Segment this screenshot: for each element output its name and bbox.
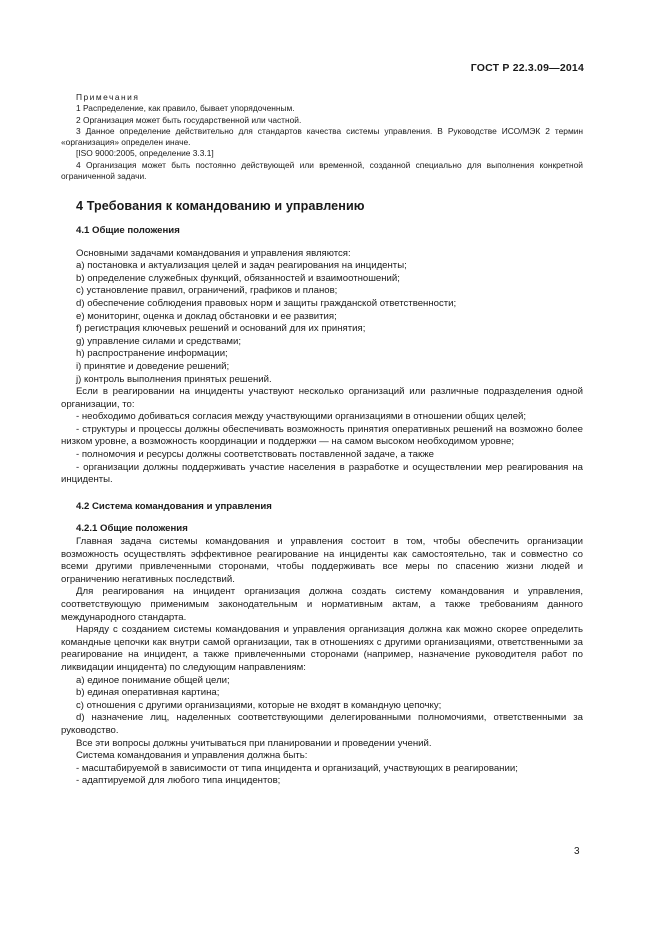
list-item: d) обеспечение соблюдения правовых норм и защиты гражданской ответственности;	[76, 297, 457, 309]
paragraph: Главная задача системы командования и управления состоит в том, чтобы обеспечить организации возможность осуществлять эффективное реагирование на инциденты как самостоятельно, так и совместно со всеми другими привлеченными сторонами, чтобы поддерживать все меры по спасению жизни людей и ограничению негативных последствий.	[61, 536, 583, 585]
section-4-heading: 4 Требования к командованию и управлению	[76, 199, 365, 214]
dash-item: - организации должны поддерживать участие населения в разработке и осуществлении мер реагирования на инциденты.	[61, 461, 583, 486]
paragraph: Все эти вопросы должны учитываться при планировании и проведении учений.	[76, 737, 432, 749]
list-item: g) управление силами и средствами;	[76, 335, 242, 347]
paragraph: Наряду с созданием системы командования и управления организация должна как можно скорее определить командные цепочки как внутри самой организации, так в отношениях с другими организациями, ответственными за реагирование на инцидент, а также привлеченными сторонами (например, назначение руководителя работ по ликвидации инцидента) по следующим направлениям:	[61, 624, 583, 673]
list-item: c) отношения с другими организациями, которые не входят в командную цепочку;	[76, 699, 442, 711]
notes-block	[61, 92, 583, 182]
paragraph: Система командования и управления должна быть:	[76, 750, 308, 762]
dash-item: - структуры и процессы должны обеспечивать возможность принятия оперативных решений на возможно более низком уровне, а возможность координации и поддержки — на самом высоком необходимом уровне;	[61, 423, 583, 448]
list-item: a) единое понимание общей цели;	[76, 674, 230, 686]
note-item: 2 Организация может быть государственной или частной.	[76, 114, 302, 125]
list-item: e) мониторинг, оценка и доклад обстановки и ее развития;	[76, 310, 337, 322]
section-4-2-1-heading: 4.2.1 Общие положения	[76, 523, 188, 535]
note-item: 3 Данное определение действительно для стандартов качества системы управления. В Руководстве ИСО/МЭК 2 термин «организация» определен иначе.	[61, 125, 583, 148]
section-4-2-heading: 4.2 Система командования и управления	[76, 500, 272, 512]
paragraph: Для реагирования на инцидент организация должна создать систему командования и управления, соответствующую применимым законодательным и нормативным актам, а также требованиям данного международного стандарта.	[61, 586, 583, 623]
dash-item: - необходимо добиваться согласия между участвующими организациями в отношении общих целей;	[76, 411, 527, 423]
list-item: j) контроль выполнения принятых решений.	[76, 373, 272, 385]
paragraph: Основными задачами командования и управления являются:	[76, 247, 351, 259]
list-item: a) постановка и актуализация целей и задач реагирования на инциденты;	[76, 260, 407, 272]
list-item: b) определение служебных функций, обязанностей и взаимоотношений;	[76, 272, 400, 284]
note-item: 4 Организация может быть постоянно действующей или временной, созданной специально для выполнения конкретной ограниченной задачи.	[61, 159, 583, 182]
list-item: i) принятие и доведение решений;	[76, 360, 230, 372]
list-item: c) установление правил, ограничений, графиков и планов;	[76, 285, 338, 297]
document-header: ГОСТ Р 22.3.09—2014	[470, 62, 584, 74]
note-reference: [ISO 9000:2005, определение 3.3.1]	[76, 148, 214, 159]
list-item: h) распространение информации;	[76, 348, 228, 360]
dash-item: - масштабируемой в зависимости от типа инцидента и организаций, участвующих в реагировании;	[76, 762, 518, 774]
dash-item: - полномочия и ресурсы должны соответствовать поставленной задаче, а также	[76, 449, 434, 461]
page-number: 3	[574, 846, 580, 857]
note-item: 1 Распределение, как правило, бывает упорядоченным.	[76, 103, 295, 114]
list-item: f) регистрация ключевых решений и оснований для их принятия;	[76, 323, 366, 335]
section-4-body	[61, 225, 583, 788]
list-item: b) единая оперативная картина;	[76, 687, 220, 699]
list-item: d) назначение лиц, наделенных соответствующими делегированными полномочиями, ответственными за руководство.	[61, 712, 583, 736]
section-4-1-heading: 4.1 Общие положения	[76, 224, 180, 236]
page-content	[61, 92, 583, 788]
notes-title: Примечания	[76, 92, 140, 102]
paragraph: Если в реагировании на инциденты участвуют несколько организаций или различные подразделения одной организации, то:	[61, 386, 583, 410]
dash-item: - адаптируемой для любого типа инцидентов;	[76, 775, 281, 787]
